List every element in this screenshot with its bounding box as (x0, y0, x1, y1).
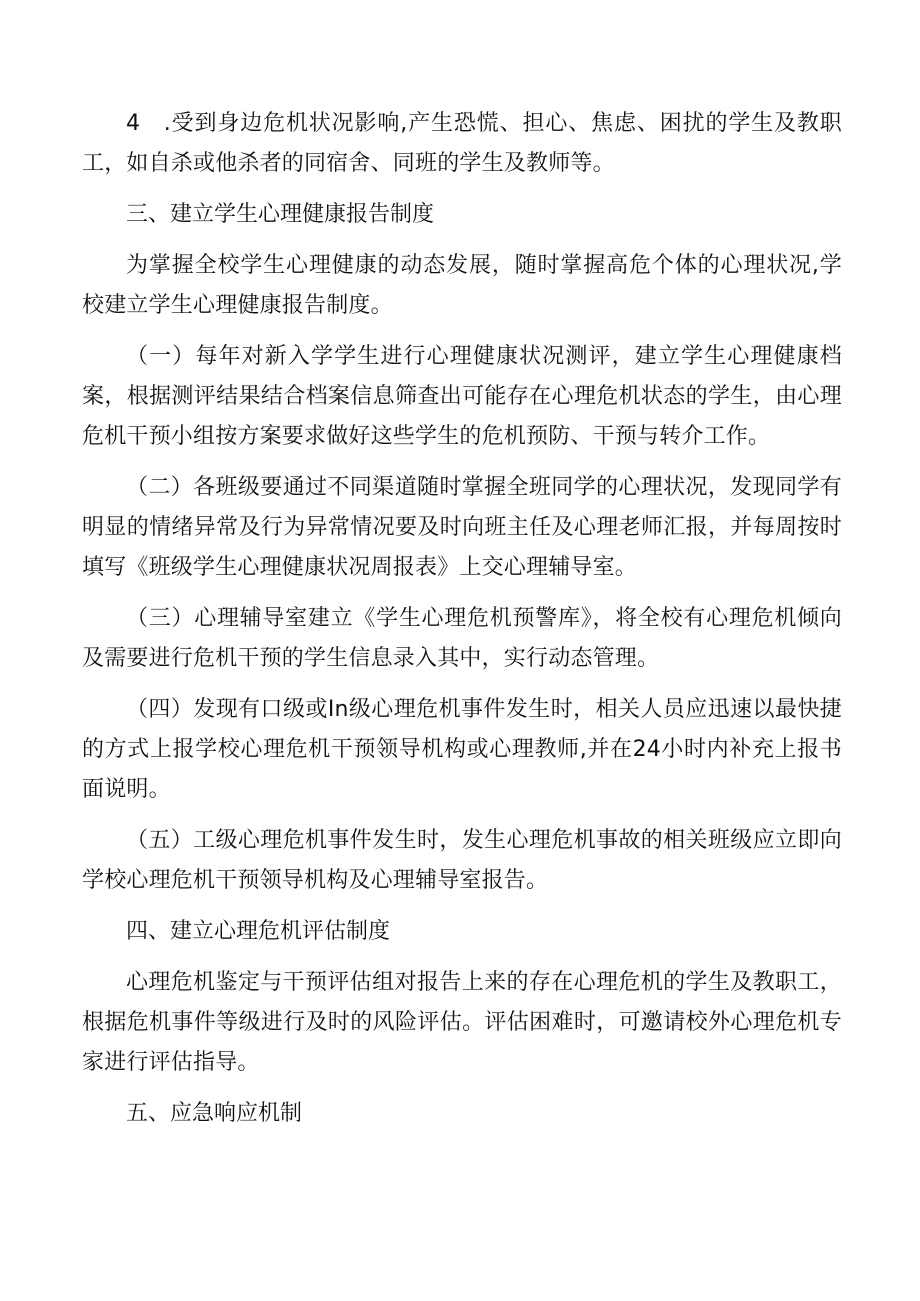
section-heading-emergency-response: 五、应急响应机制 (126, 1101, 303, 1126)
paragraph-affected-students: 4 .受到身边危机状况影响,产生恐慌、担心、焦虑、困扰的学生及教职工，如自杀或他杀者的同宿舍、同班的学生及教师等。 (82, 111, 842, 176)
paragraph-item-2: （二）各班级要通过不同渠道随时掌握全班同学的心理状况，发现同学有明显的情绪异常及行为异常情况要及时向班主任及心理老师汇报，并每周按时填写《班级学生心理健康状况周报表》上交心理辅导室。 (82, 475, 842, 580)
paragraph-item-3: （三）心理辅导室建立《学生心理危机预警库》，将全校有心理危机倾向及需要进行危机干预的学生信息录入其中，实行动态管理。 (82, 606, 842, 671)
paragraph-report-purpose: 为掌握全校学生心理健康的动态发展，随时掌握高危个体的心理状况,学校建立学生心理健康报告制度。 (82, 253, 842, 318)
paragraph-item-4: （四）发现有口级或In级心理危机事件发生时，相关人员应迅速以最快捷的方式上报学校心理危机干预领导机构或心理教师,并在24小时内补充上报书面说明。 (82, 697, 842, 802)
paragraph-item-5: （五）工级心理危机事件发生时，发生心理危机事故的相关班级应立即向学校心理危机干预领导机构及心理辅导室报告。 (82, 828, 842, 893)
paragraph-item-1: （一）每年对新入学学生进行心理健康状况测评，建立学生心理健康档案，根据测评结果结合档案信息筛查出可能存在心理危机状态的学生，由心理危机干预小组按方案要求做好这些学生的危机预防、干预与转介工作。 (82, 344, 842, 449)
paragraph-assessment: 心理危机鉴定与干预评估组对报告上来的存在心理危机的学生及教职工，根据危机事件等级进行及时的风险评估。评估困难时，可邀请校外心理危机专家进行评估指导。 (82, 970, 842, 1075)
section-heading-report-system: 三、建立学生心理健康报告制度 (126, 202, 435, 227)
section-heading-assessment-system: 四、建立心理危机评估制度 (126, 919, 391, 944)
